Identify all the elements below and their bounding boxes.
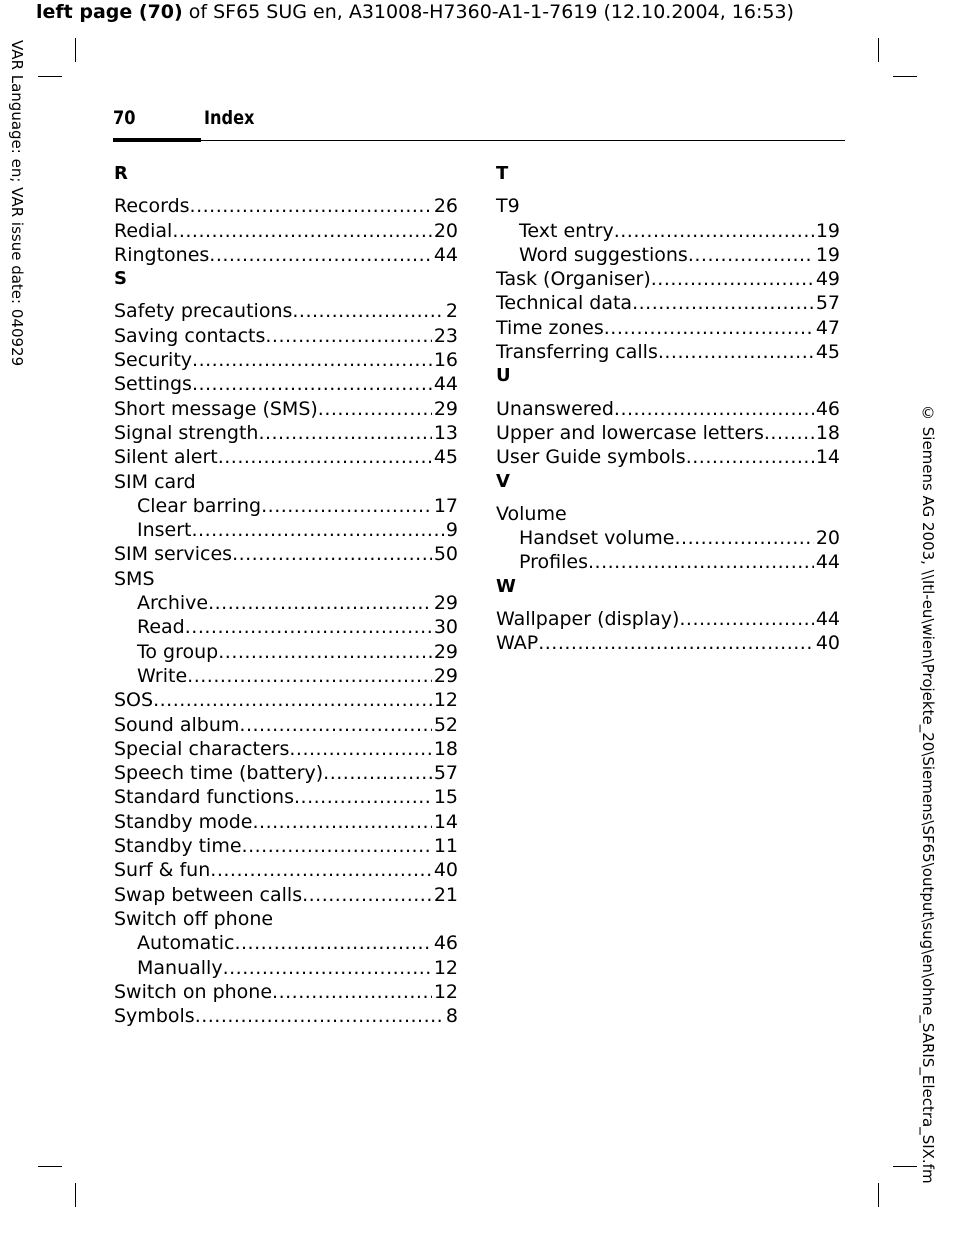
index-entry-page: 14 — [815, 446, 840, 469]
index-entry-page: 26 — [433, 195, 458, 218]
index-entry-label: Switch on phone — [114, 980, 273, 1003]
dot-leader — [302, 883, 432, 907]
dot-leader — [651, 267, 814, 291]
index-entry-page: 20 — [433, 219, 458, 242]
index-entry-label: Handset volume — [519, 527, 675, 550]
index-entry — [114, 1004, 458, 1028]
dot-leader — [153, 688, 432, 712]
dot-leader — [261, 494, 432, 518]
index-entry-label: Task (Organiser) — [496, 268, 651, 291]
index-entry-label: Standard functions — [114, 786, 294, 809]
dot-leader — [688, 243, 814, 267]
index-entry-page: 16 — [433, 349, 458, 372]
crop-mark — [893, 1166, 917, 1167]
dot-leader — [209, 243, 432, 267]
index-entry — [496, 291, 840, 315]
index-entry-label: Sound album — [114, 713, 240, 736]
dot-leader — [318, 397, 432, 421]
index-entry-label: Upper and lowercase letters — [496, 421, 764, 444]
index-entry-page: 44 — [433, 243, 458, 266]
index-entry-label: Archive — [137, 592, 209, 615]
dot-leader — [292, 299, 444, 323]
index-entry-label: User Guide symbols — [496, 446, 686, 469]
index-entry-label: SMS — [114, 567, 155, 590]
index-entry — [114, 931, 458, 955]
index-entry-label: Volume — [496, 502, 567, 525]
index-entry-page: 12 — [433, 689, 458, 712]
dot-leader — [239, 713, 431, 737]
index-entry — [114, 219, 458, 243]
header-rule-thick — [113, 138, 201, 142]
index-entry-page: 19 — [815, 219, 840, 242]
crop-mark — [38, 1166, 62, 1167]
index-entry — [496, 502, 840, 526]
dot-leader — [172, 219, 432, 243]
index-entry-label: Automatic — [137, 932, 235, 955]
index-entry — [114, 591, 458, 615]
index-entry-label: Redial — [114, 219, 173, 242]
index-entry — [496, 421, 840, 445]
index-entry — [114, 348, 458, 372]
index-entry-page: 45 — [433, 446, 458, 469]
index-entry-page: 46 — [815, 397, 840, 420]
index-entry-page: 8 — [445, 1005, 458, 1028]
crop-mark — [75, 38, 76, 62]
index-entry — [114, 243, 458, 267]
index-entry-label: Profiles — [519, 551, 588, 574]
index-entry — [496, 445, 840, 469]
index-entry — [114, 737, 458, 761]
dot-leader — [323, 761, 432, 785]
index-entry — [114, 761, 458, 785]
index-entry-label: Text entry — [519, 219, 614, 242]
dot-leader — [210, 858, 432, 882]
index-entry-page: 40 — [433, 859, 458, 882]
index-entry-label: Standby mode — [114, 810, 253, 833]
dot-leader — [223, 956, 432, 980]
index-entry-page: 12 — [433, 980, 458, 1003]
dot-leader — [614, 397, 814, 421]
index-letter-heading: W — [496, 575, 516, 597]
index-entry-label: Standby time — [114, 835, 242, 858]
dot-leader — [187, 664, 432, 688]
dot-leader — [614, 219, 814, 243]
index-entry — [496, 267, 840, 291]
index-entry-label: Wallpaper (display) — [496, 608, 680, 631]
index-entry — [114, 324, 458, 348]
index-entry-label: Silent alert — [114, 446, 218, 469]
dot-leader — [232, 542, 432, 566]
index-entry-label: Safety precautions — [114, 300, 293, 323]
index-entry-label: Surf & fun — [114, 859, 211, 882]
index-entry-page: 50 — [433, 543, 458, 566]
dot-leader — [185, 615, 432, 639]
page-title: Index — [204, 107, 255, 129]
crop-mark — [38, 76, 62, 77]
dot-leader — [658, 340, 814, 364]
index-entry — [114, 194, 458, 218]
index-entry-page: 29 — [433, 592, 458, 615]
dot-leader — [289, 737, 431, 761]
index-entry — [496, 607, 840, 631]
dot-leader — [604, 316, 814, 340]
crop-mark — [893, 76, 917, 77]
index-entry — [496, 550, 840, 574]
dot-leader — [218, 640, 432, 664]
index-entry-label: Special characters — [114, 737, 290, 760]
index-entry — [114, 567, 458, 591]
index-entry — [114, 494, 458, 518]
side-note-right: © Siemens AG 2003, \\Itl-eu\wien\Projekte_20\Siemens\SF65\output\sug\en\ohne_SARIS_Electra_SIX.fm — [919, 404, 937, 1184]
index-entry — [114, 883, 458, 907]
index-entry — [114, 470, 458, 494]
document-header-line — [36, 1, 794, 23]
index-entry-label: SIM card — [114, 470, 196, 493]
index-entry — [114, 980, 458, 1004]
index-entry — [114, 664, 458, 688]
index-entry-page: 11 — [433, 835, 458, 858]
index-entry — [496, 631, 840, 655]
dot-leader — [764, 421, 814, 445]
dot-leader — [294, 785, 432, 809]
index-entry — [114, 713, 458, 737]
index-entry — [114, 397, 458, 421]
dot-leader — [588, 550, 814, 574]
index-letter-heading: R — [114, 163, 128, 184]
index-entry-page: 57 — [433, 762, 458, 785]
index-entry-label: Swap between calls — [114, 883, 303, 906]
crop-mark — [75, 1183, 76, 1207]
index-entry-label: Time zones — [496, 316, 604, 339]
index-entry-label: Insert — [137, 519, 192, 542]
index-entry-page: 47 — [815, 316, 840, 339]
dot-leader — [686, 445, 814, 469]
index-entry-label: Technical data — [496, 292, 633, 315]
dot-leader — [675, 526, 814, 550]
index-entry-label: Unanswered — [496, 397, 614, 420]
dot-leader — [242, 834, 432, 858]
dot-leader — [218, 445, 432, 469]
index-entry — [496, 194, 840, 218]
index-letter-heading: S — [114, 268, 127, 290]
dot-leader — [195, 1004, 444, 1028]
index-entry — [114, 785, 458, 809]
index-entry-page: 44 — [815, 551, 840, 574]
index-entry-page: 44 — [815, 608, 840, 631]
index-entry — [496, 243, 840, 267]
dot-leader — [265, 324, 431, 348]
index-entry-label: Short message (SMS) — [114, 397, 318, 420]
index-entry — [114, 858, 458, 882]
index-entry — [114, 615, 458, 639]
index-entry-page: 45 — [815, 341, 840, 364]
index-entry — [114, 810, 458, 834]
index-entry-label: SOS — [114, 689, 154, 712]
index-entry-label: Security — [114, 349, 193, 372]
index-column-right — [496, 162, 840, 656]
dot-leader — [252, 810, 431, 834]
crop-mark — [878, 38, 879, 62]
index-entry-page: 57 — [815, 292, 840, 315]
index-entry — [114, 421, 458, 445]
dot-leader — [272, 980, 432, 1004]
index-entry-label: Speech time (battery) — [114, 762, 324, 785]
index-entry-page: 52 — [433, 713, 458, 736]
index-entry-label: Signal strength — [114, 421, 259, 444]
index-entry-page: 21 — [433, 883, 458, 906]
index-entry-page: 44 — [433, 373, 458, 396]
index-entry — [114, 834, 458, 858]
index-entry-page: 49 — [815, 268, 840, 291]
index-letter-heading: U — [496, 365, 511, 387]
index-entry — [496, 219, 840, 243]
index-entry-label: To group — [137, 640, 219, 663]
index-entry-label: Switch off phone — [114, 907, 274, 930]
index-entry-page: 29 — [433, 640, 458, 663]
dot-leader — [679, 607, 813, 631]
index-entry-label: Saving contacts — [114, 324, 266, 347]
index-entry-label: T9 — [496, 195, 520, 218]
index-entry-page: 29 — [433, 397, 458, 420]
index-entry-page: 46 — [433, 932, 458, 955]
dot-leader — [538, 631, 814, 655]
index-entry-label: Read — [137, 616, 185, 639]
dot-leader — [192, 518, 444, 542]
index-entry-label: Symbols — [114, 1005, 195, 1028]
index-entry-page: 13 — [433, 421, 458, 444]
dot-leader — [190, 194, 432, 218]
index-entry — [114, 445, 458, 469]
index-entry — [114, 518, 458, 542]
index-column-left — [114, 162, 458, 1028]
index-entry-label: Write — [137, 664, 188, 687]
index-entry-page: 29 — [433, 664, 458, 687]
index-entry-label: WAP — [496, 632, 539, 655]
index-entry — [114, 299, 458, 323]
index-entry-page: 12 — [433, 956, 458, 979]
index-entry-page: 18 — [815, 421, 840, 444]
index-entry-label: Manually — [137, 956, 223, 979]
dot-leader — [258, 421, 431, 445]
index-entry — [114, 372, 458, 396]
side-note-left: VAR Language: en; VAR issue date: 040929 — [8, 40, 26, 367]
index-entry — [114, 907, 458, 931]
index-entry-page: 17 — [433, 494, 458, 517]
index-entry-label: Clear barring — [137, 494, 262, 517]
index-entry — [114, 640, 458, 664]
index-entry-page: 15 — [433, 786, 458, 809]
index-entry — [496, 397, 840, 421]
index-entry-page: 20 — [815, 527, 840, 550]
header-bold-text: left page (70) — [36, 1, 183, 23]
index-entry-label: Settings — [114, 373, 192, 396]
index-entry-label: Ringtones — [114, 243, 210, 266]
index-entry-page: 40 — [815, 632, 840, 655]
index-entry — [496, 526, 840, 550]
dot-leader — [192, 372, 432, 396]
header-rule-thin — [201, 140, 845, 141]
index-entry — [496, 316, 840, 340]
index-entry-label: Records — [114, 195, 190, 218]
index-entry — [114, 688, 458, 712]
header-rest-text: of SF65 SUG en, A31008-H7360-A1-1-7619 (12.10.2004, 16:53) — [182, 1, 794, 23]
index-entry-page: 23 — [433, 324, 458, 347]
dot-leader — [192, 348, 432, 372]
dot-leader — [632, 291, 814, 315]
index-entry — [496, 340, 840, 364]
dot-leader — [208, 591, 432, 615]
index-entry-page: 2 — [445, 300, 458, 323]
index-entry-page: 18 — [433, 737, 458, 760]
index-entry-page: 14 — [433, 810, 458, 833]
index-entry-label: Transferring calls — [496, 341, 658, 364]
index-entry — [114, 956, 458, 980]
index-entry-page: 9 — [445, 519, 458, 542]
index-letter-heading: T — [496, 163, 509, 184]
index-entry-label: SIM services — [114, 543, 233, 566]
page-number: 70 — [113, 107, 136, 129]
index-entry-label: Word suggestions — [519, 243, 688, 266]
crop-mark — [878, 1183, 879, 1207]
index-letter-heading: V — [496, 470, 510, 492]
dot-leader — [234, 931, 431, 955]
index-entry-page: 19 — [815, 243, 840, 266]
index-entry-page: 30 — [433, 616, 458, 639]
index-entry — [114, 542, 458, 566]
